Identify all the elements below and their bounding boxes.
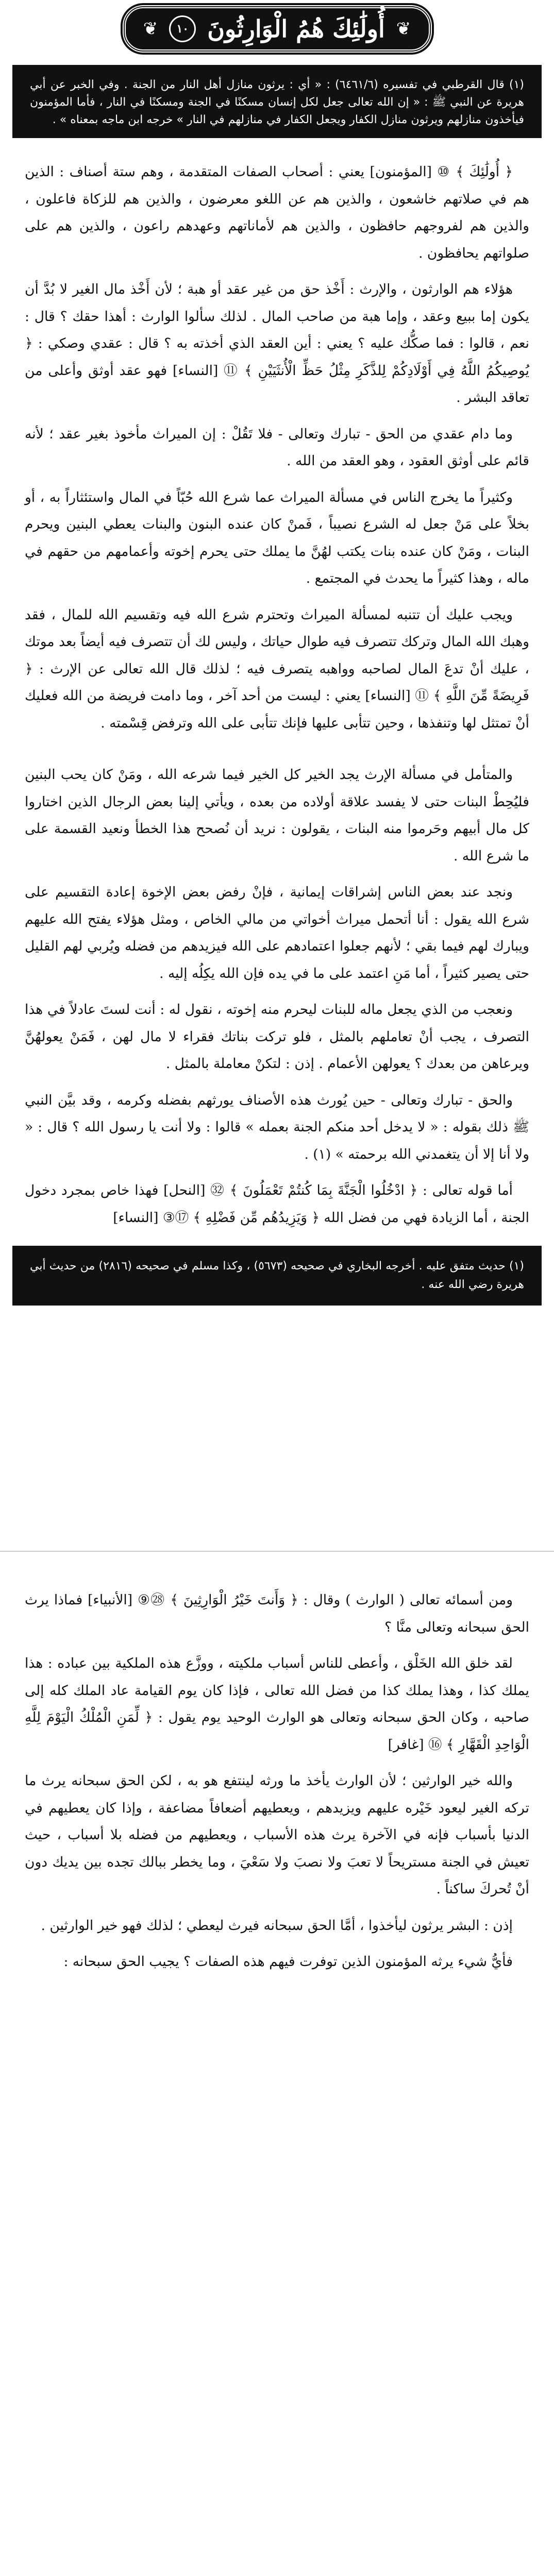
ornament-icon: ❦ bbox=[396, 19, 411, 39]
footnote-text: (١) قال القرطبي في تفسيره (٦٤٦١/٦) : « أي : يرثون منازل أهل النار من الجنة . وفي الخبر عن أبي هريرة عن النبي ﷺ : « إن الله تعالى جعل لكل إنسان مسكنًا في الجنة ومسكنًا في النار ، فأما المؤمنون فيأخذون منازلهم ويرثون منازل الكفار ويجعل الكفار في منازلهم في النار » خرجه ابن ماجه بمعناه » . bbox=[30, 78, 524, 126]
paragraph: وكثيراً ما يخرج الناس في مسألة الميراث عما شرع الله حُبّاً في المال واستئثاراً به ، أو بخلاً على مَنْ جعل له الشرع نصيباً ، فَمنْ كان عنده البنون والبنات يعطي البنين ويحرم البنات ، ومَنْ كان عنده بنات يكتب لهُنَّ ما يملك حتى يحرم إخوته وأعمامهم من حقهم في ماله ، وهذا كثيراً ما يحدث في المجتمع . bbox=[25, 489, 529, 586]
paragraph: هؤلاء هم الوارثون ، والإرث : أَخْذ حق من غير عقد أو هبة ؛ لأن أَخْذ مال الغير لا بُدَّ أن يكون إما ببيع وعقد ، وإما هبة من صاحب المال . لذلك سألوا الوارث : أهذا حقك ؟ قال : نعم ، قالوا : فما صكُّك عليه ؟ يعني : أين العقد الذي أخذته به ؟ قال : عقدي وصكي : ﴿ يُوصِيكُمُ اللَّهُ فِي أَوْلَادِكُمْ لِلذَّكَرِ مِثْلُ حَظِّ الْأُنثَيَيْنِ ﴾ ⑪ [النساء] فهو عقد أوثق وأعلى من تعاقد البشر . bbox=[25, 281, 529, 405]
commentary-body bbox=[25, 1587, 529, 1976]
paragraph: ويجب عليك أن تتنبه لمسألة الميراث وتحترم شرع الله فيه وتقسيم الله للمال ، فقد وهبك الله المال وتركك تتصرف فيه طوال حياتك ، وليس لك أن تتصرف فيه أيضاً بعد موتك ، عليك أنْ تدعَ المال لصاحبه وواهبه يتصرف فيه ؛ لذلك قال الله تعالى عن الإرث : ﴿ فَرِيضَةً مِّنَ اللَّهِ ﴾ ⑪ [النساء] يعني : ليست من أحد آخر ، وما دامت فريضة من الله فعليك أنْ تمتثل لها وتنفذها ، وحين تتأبى عليها فإنك تتأبى على الله وترفض قِسْمته . bbox=[25, 606, 529, 731]
page-divider bbox=[0, 1551, 554, 1564]
top-footnote bbox=[12, 65, 542, 138]
ornament-icon: ❦ bbox=[143, 19, 158, 39]
paragraph: والحق - تبارك وتعالى - حين يُورث هذه الأصناف يورثهم بفضله وكرمه ، وقد بيَّن النبي ﷺ ذلك بقوله : « لا يدخل أحد منكم الجنة بعمله » قالوا : ولا أنت يا رسول الله ؟ قال : « ولا أنا إلا أن يتغمدني الله برحمته » (١) . bbox=[25, 1092, 529, 1162]
paragraph: ونعجب من الذي يجعل ماله للبنات ليحرم منه إخوته ، نقول له : أنت لستَ عادلاً في هذا التصرف ، يجب أنْ تعاملهم بالمثل ، فلو تركت بناتك فقراء لا مال لهن ، فَمَنْ يعولهُنَّ ويرعاهن من بعدك ؟ يعولهن الأعمام . إذن : لتكنْ معاملة بالمثل . bbox=[25, 1002, 529, 1072]
paragraph: ونجد عند بعض الناس إشراقات إيمانية ، فإنْ رفض بعض الإخوة إعادة التقسيم على شرع الله يقول : أنا أتحمل ميراث أخواتي من مالي الخاص ، ومثل هؤلاء يفتح الله عليهم ويبارك لهم فيما بقي ؛ لأنهم جعلوا اعتمادهم على الله فيزيدهم من فضله ويُربي لهم القليل حتى يصير كثيراً ، أما مَنِ اعتمد على ما في يده فإن الله يكِلُه إليه . bbox=[25, 884, 529, 981]
verse-header-text: أُولَٰئِكَ هُمُ الْوَارِثُونَ bbox=[207, 15, 385, 43]
paragraph: والمتأمل في مسألة الإرث يجد الخير كل الخير فيما شرعه الله ، ومَنْ كان يحب البنين فليُحِطْ البنات حتى لا يفسد علاقة أولاده من بعده ، ويأتي إلينا بعض الرجال الذين اختاروا كل مال أبيهم وحَرموا منه البنات ، يقولون : نريد أن نُصحح هذا الخطأ ونعيد القسمة على ما شرع الله . bbox=[25, 767, 529, 864]
verse-header-frame bbox=[123, 5, 432, 53]
page-2 bbox=[0, 1566, 554, 2576]
paragraph: فأيُّ شيء يرثه المؤمنون الذين توفرت فيهم هذه الصفات ؟ يجيب الحق سبحانه : bbox=[63, 1954, 513, 1970]
paragraph: إذن : البشر يرثون ليأخذوا ، أمَّا الحق سبحانه فيرث ليعطي ؛ لذلك فهو خير الوارثين . bbox=[41, 1917, 513, 1934]
paragraph: ﴿ أُولَٰئِكَ ﴾ ⑩ [المؤمنون] يعني : أصحاب الصفات المتقدمة ، وهم ستة أصناف : الذين هم في صلاتهم خاشعون ، والذين هم عن اللغو معرضون ، والذين هم للزكاة فاعلون ، والذين هم لفروجهم حافظون ، والذين هم لأماناتهم وعهدهم راعون ، والذين هم على صلواتهم يحافظون . bbox=[25, 164, 529, 261]
paragraph: ومن أسمائه تعالى ( الوارث ) وقال : ﴿ وَأَنتَ خَيْرُ الْوَارِثِينَ ﴾ ㉘⑨ [الأنبياء] فماذا يرث الحق سبحانه وتعالى منَّا ؟ bbox=[25, 1592, 529, 1635]
verse-number-badge: ١٠ bbox=[169, 15, 196, 42]
paragraph: أما قوله تعالى : ﴿ ادْخُلُوا الْجَنَّةَ بِمَا كُنتُمْ تَعْمَلُونَ ﴾ ㉜ [النحل] فهذا خاص بمجرد دخول الجنة ، أما الزيادة فهي من فضل الله ﴿ وَيَزِيدُهُم مِّن فَضْلِهِ ﴾ ⑰③ [النساء] bbox=[25, 1182, 529, 1226]
paragraph: وما دام عقدي من الحق - تبارك وتعالى - فلا تَقُلْ : إن الميراث مأخوذ بغير عقد ؛ لأنه قائم على أوثق العقود ، وهو العقد من الله . bbox=[25, 426, 529, 469]
paragraph: والله خير الوارثين ؛ لأن الوارث يأخذ ما ورثه لينتفع هو به ، لكن الحق سبحانه يرث ما تركه الغير ليعود خَيْره عليهم ويزيدهم ، ويعطيهم أضعافاً مضاعفة ، وإذا كان يعطيهم في الدنيا بأسباب فإنه في الآخرة يرث هذه الأسباب ، ويعطيهم من فضله بلا أسباب ، حيث تعيش في الجنة مستريحاً لا تعبَ ولا نصبَ ولا سَعْيَ ، وما يخطر ببالك تجده بين يديك دون أنْ تُحركَ ساكناً . bbox=[25, 1773, 529, 1897]
footnote-text: (١) حديث متفق عليه . أخرجه البخاري في صحيحه (٥٦٧٣) ، وكذا مسلم في صحيحه (٢٨١٦) من حديث أبي هريرة رضي الله عنه . bbox=[30, 1260, 524, 1291]
commentary-body bbox=[25, 159, 529, 1231]
paragraph: لقد خلق الله الخَلْق ، وأعطى للناس أسباب ملكيته ، ووزَّع هذه الملكية بين عباده : هذا يملك كذا ، وهذا يملك كذا من فضل الله تعالى ، فإذا كان يوم القيامة عاد الملك كله إلى صاحبه ، وكان الحق سبحانه وتعالى هو الوارث الوحيد يوم يقول : ﴿ لِّمَنِ الْمُلْكُ الْيَوْمَ لِلَّهِ الْوَاحِدِ الْقَهَّارِ ﴾ ⑯ [غافر] bbox=[25, 1655, 529, 1753]
bottom-footnote bbox=[12, 1244, 542, 1306]
